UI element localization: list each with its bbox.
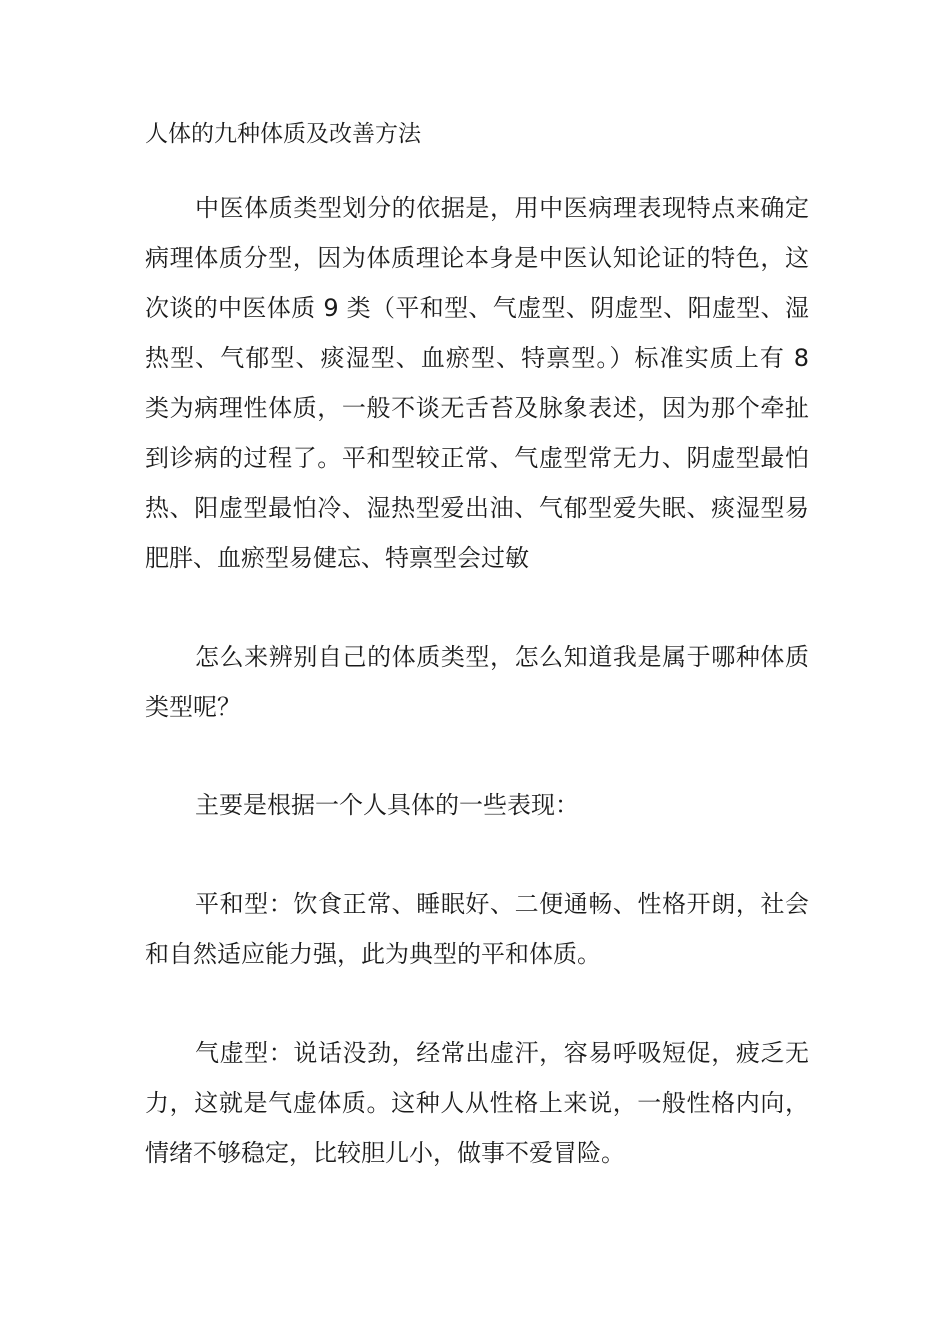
paragraph-qixu-type: 气虚型：说话没劲，经常出虚汗，容易呼吸短促，疲乏无力，这就是气虚体质。这种人从性格上来说，一般性格内向，情绪不够稳定，比较胆儿小，做事不爱冒险。 [145,1039,809,1167]
paragraph-question: 怎么来辨别自己的体质类型，怎么知道我是属于哪种体质类型呢？ [145,643,809,721]
paragraph-basis: 主要是根据一个人具体的一些表现： [195,791,579,819]
paragraph-pinghe-type: 平和型：饮食正常、睡眠好、二便通畅、性格开朗，社会和自然适应能力强，此为典型的平和体质。 [145,890,809,968]
paragraph-body-intro: 中医体质类型划分的依据是，用中医病理表现特点来确定病理体质分型，因为体质理论本身是中医认知论证的特色，这次谈的中医体质 9 类（平和型、气虚型、阴虚型、阳虚型、湿热型、气郁型、痰湿型、血瘀型、特禀型。）标准实质上有 8 类为病理性体质，一般不谈无舌苔及脉象表述，因为那个牵扯到诊病的过程了。平和型较正常、气虚型常无力、阴虚型最怕热、阳虚型最怕冷、湿热型爱出油、气郁型爱失眠、痰湿型易肥胖、血瘀型易健忘、特禀型会过敏 [145,194,809,572]
document-title: 人体的九种体质及改善方法 [145,121,421,147]
